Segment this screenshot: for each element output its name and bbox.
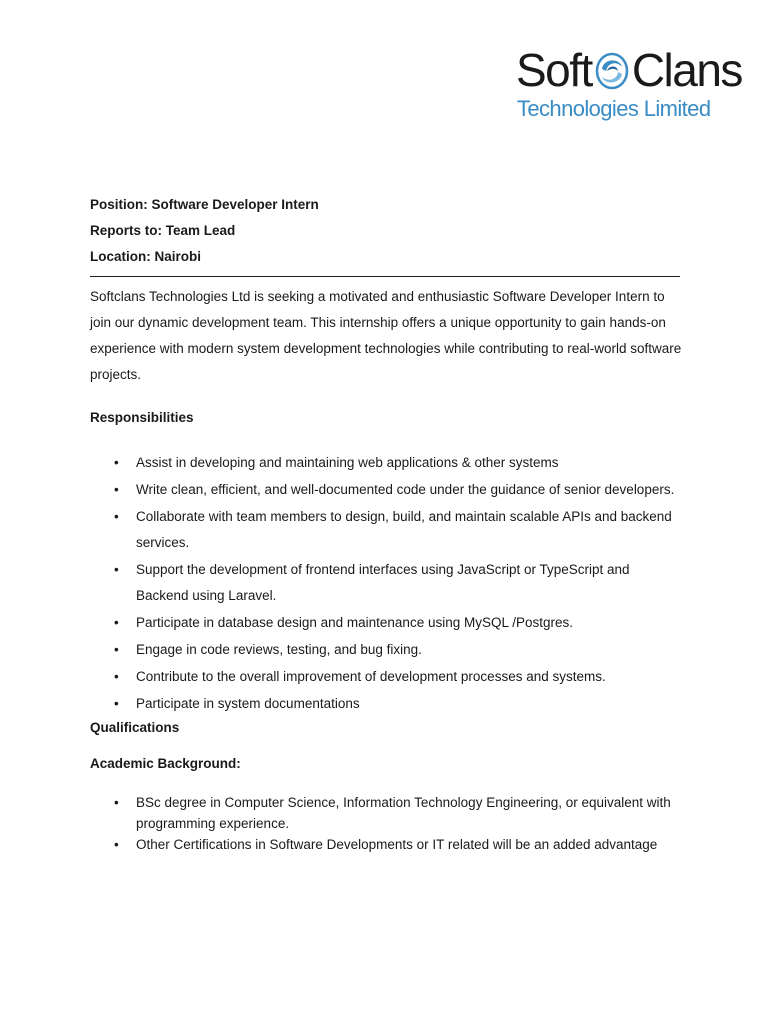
qualifications-list [90, 792, 682, 855]
responsibility-text: Assist in developing and maintaining web applications & other systems [136, 455, 559, 470]
logo-swirl-icon [593, 49, 631, 91]
list-item [90, 477, 682, 503]
responsibilities-list [90, 450, 682, 718]
academic-background-heading: Academic Background: [90, 756, 241, 771]
header-divider [90, 276, 680, 277]
list-item [90, 792, 682, 834]
list-item [90, 664, 682, 690]
location-line: Location: Nairobi [90, 249, 201, 264]
responsibility-text: Participate in system documentations [136, 696, 360, 711]
responsibilities-heading: Responsibilities [90, 410, 194, 425]
responsibility-text: Contribute to the overall improvement of development processes and systems. [136, 669, 606, 684]
responsibility-text: Participate in database design and maintenance using MySQL /Postgres. [136, 615, 574, 630]
qualification-text: BSc degree in Computer Science, Information Technology Engineering, or equivalent with programming experience. [136, 795, 671, 831]
bullet-icon: • [114, 669, 119, 684]
bullet-icon: • [114, 696, 119, 711]
bullet-icon: • [114, 795, 119, 810]
responsibility-text: Collaborate with team members to design, build, and maintain scalable APIs and backend services. [136, 509, 672, 550]
bullet-icon: • [114, 509, 119, 524]
logo-tagline: Technologies Limited [517, 96, 711, 121]
responsibility-text: Engage in code reviews, testing, and bug fixing. [136, 642, 422, 657]
bullet-icon: • [114, 837, 119, 852]
company-logo [516, 44, 742, 128]
bullet-icon: • [114, 482, 119, 497]
bullet-icon: • [114, 455, 119, 470]
bullet-icon: • [114, 562, 119, 577]
responsibility-text: Support the development of frontend interfaces using JavaScript or TypeScript and Backend using Laravel. [136, 562, 630, 603]
logo-text-soft: Soft [516, 44, 592, 96]
list-item [90, 504, 682, 556]
list-item [90, 637, 682, 663]
bullet-icon: • [114, 642, 119, 657]
list-item [90, 450, 682, 476]
list-item [90, 691, 682, 717]
qualifications-heading: Qualifications [90, 720, 180, 735]
position-line: Position: Software Developer Intern [90, 197, 319, 212]
intro-paragraph: Softclans Technologies Ltd is seeking a motivated and enthusiastic Software Developer Intern to join our dynamic development team. This internship offers a unique opportunity to gain hands-on experience with modern system development technologies while contributing to real-world software projects. [90, 289, 682, 382]
bullet-icon: • [114, 615, 119, 630]
qualification-text: Other Certifications in Software Developments or IT related will be an added advantage [136, 837, 658, 852]
list-item [90, 834, 682, 855]
list-item [90, 610, 682, 636]
logo-text-clans: Clans [631, 44, 742, 96]
responsibility-text: Write clean, efficient, and well-documented code under the guidance of senior developers. [136, 482, 675, 497]
logo-wordmark [516, 44, 742, 96]
list-item [90, 557, 682, 609]
reports-to-line: Reports to: Team Lead [90, 223, 236, 238]
